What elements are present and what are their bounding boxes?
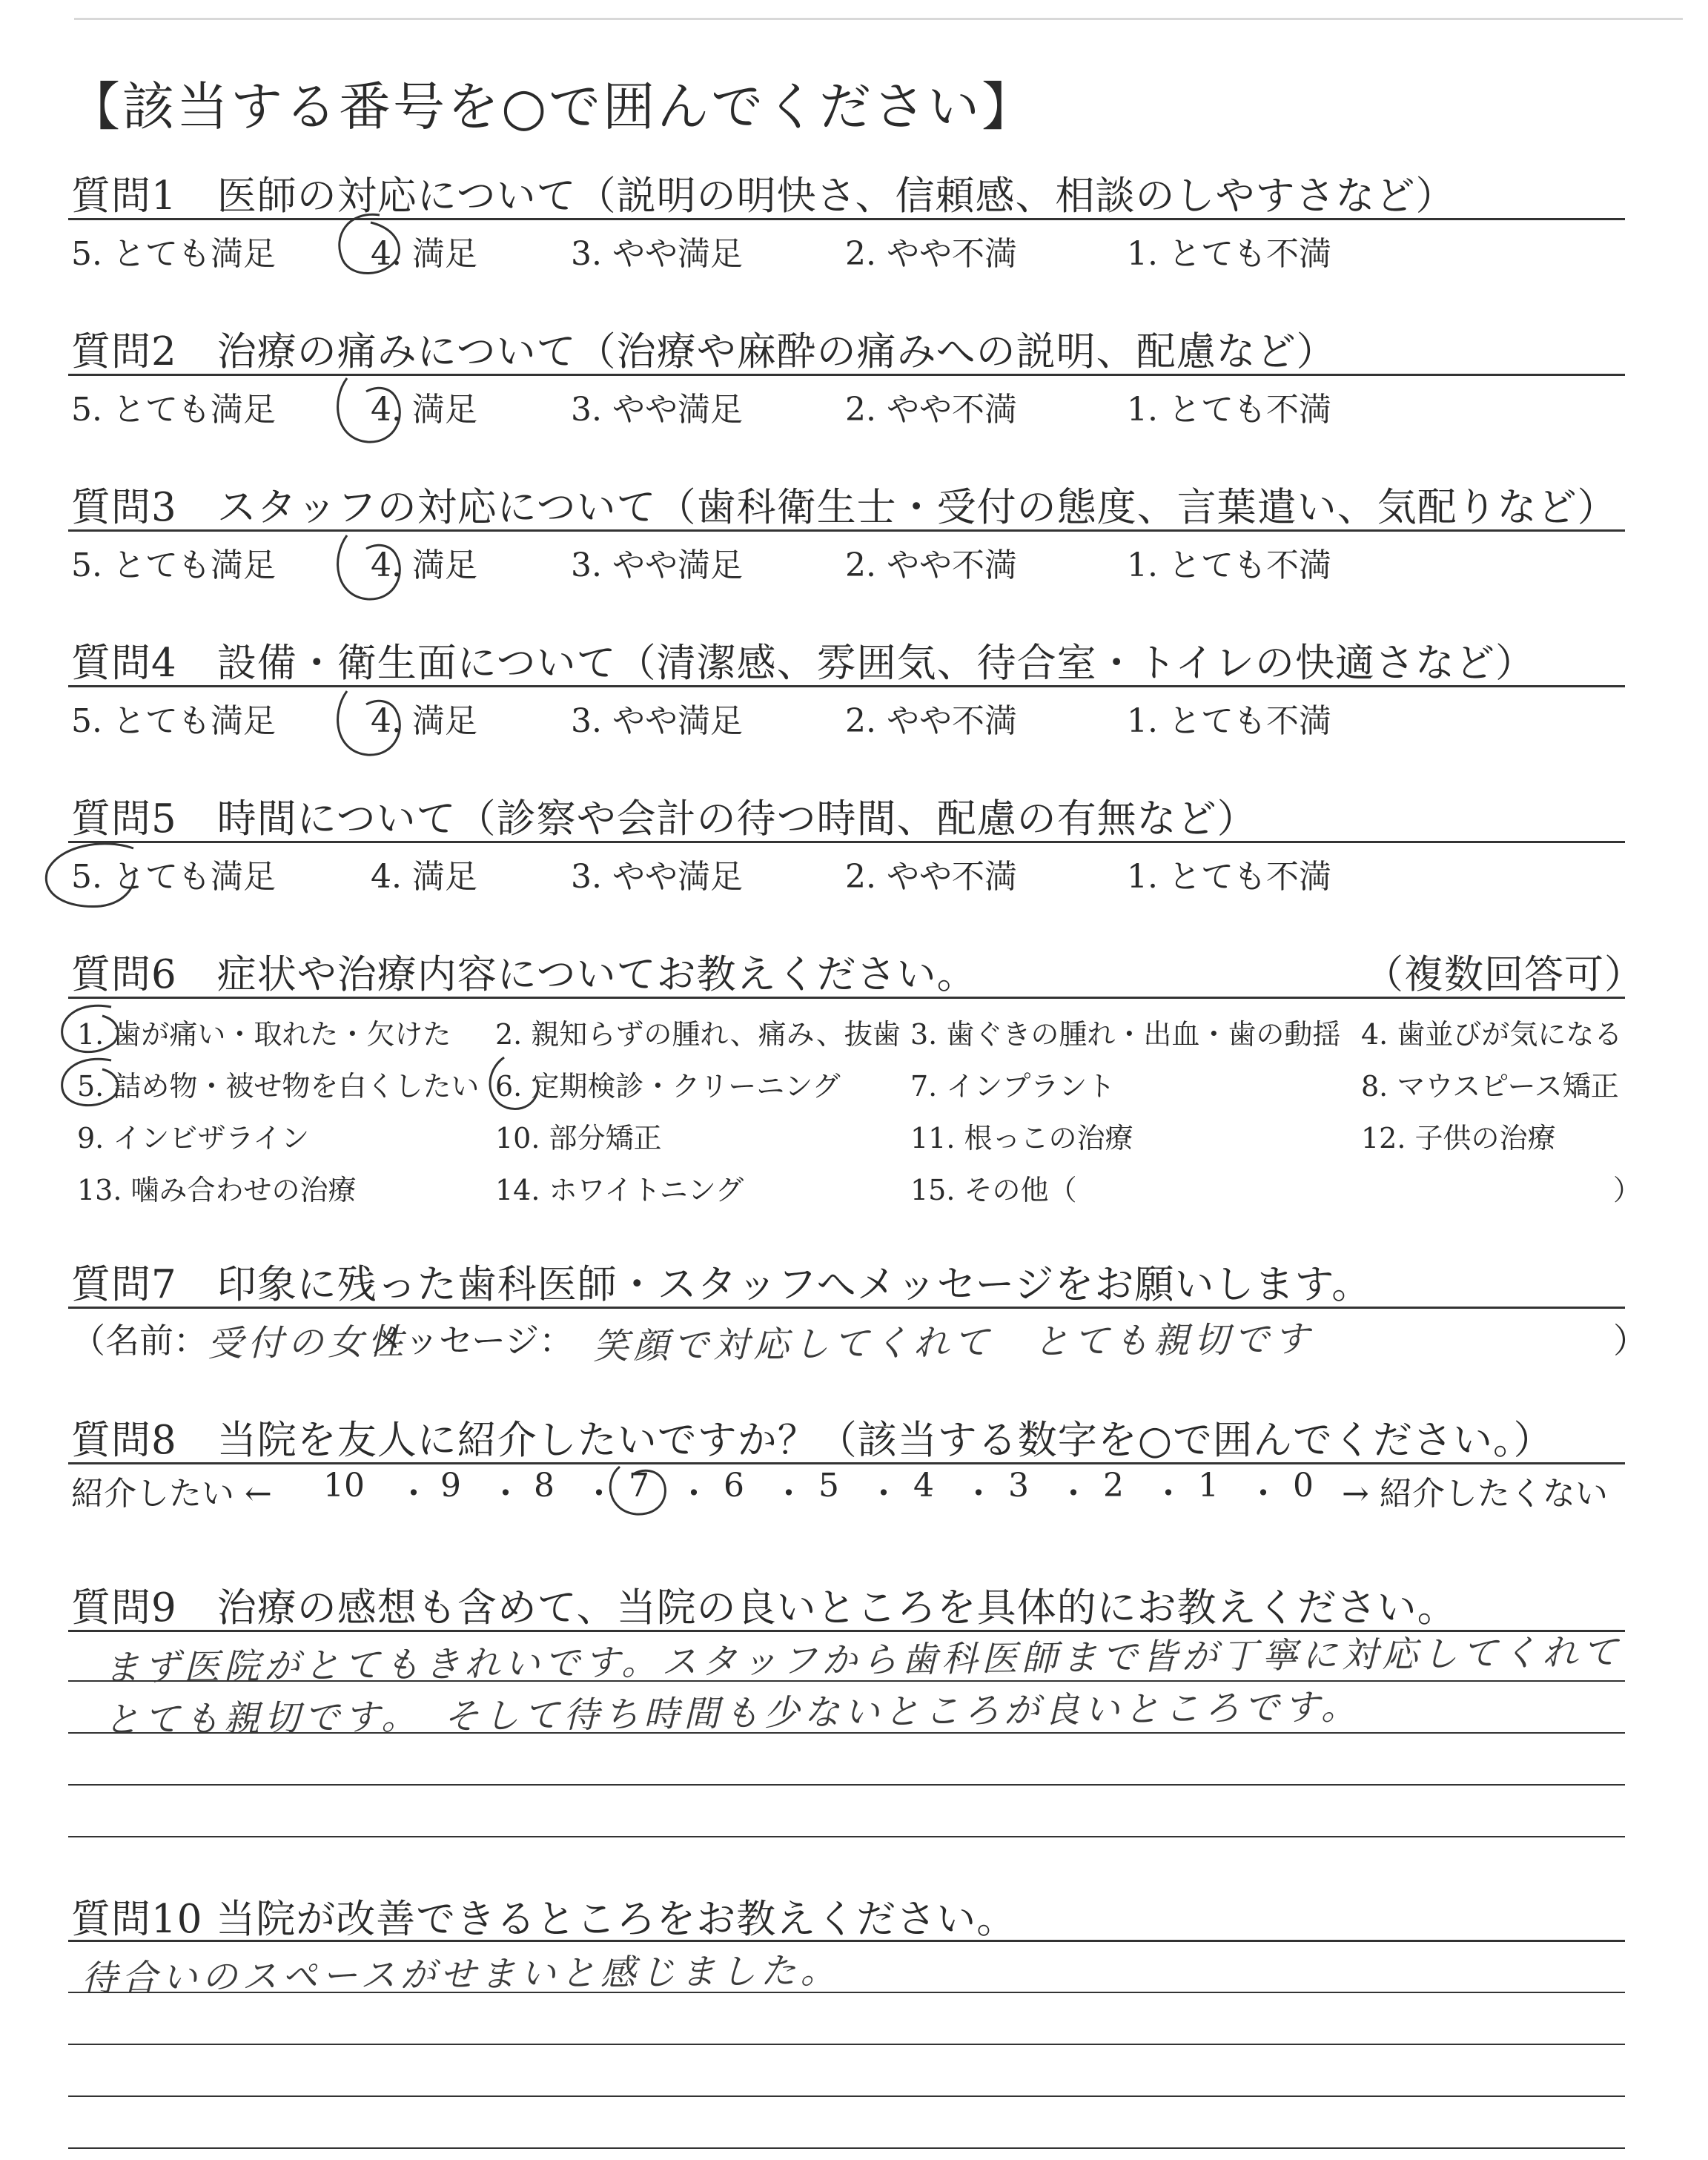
q9-answer-line-1[interactable]: まず医院がとてもきれいです。スタッフから歯科医師まで皆が丁寧に対応してくれて xyxy=(103,1631,1623,1689)
question-5-rule xyxy=(68,841,1625,843)
q9-writing-line xyxy=(68,1784,1625,1786)
q6-item-2[interactable]: 2. 親知らずの腫れ、痛み、抜歯 xyxy=(495,1018,901,1051)
q9-writing-line xyxy=(68,1680,1625,1682)
q8-value-3[interactable]: 3 xyxy=(1008,1467,1029,1505)
q6-item-13[interactable]: 13. 噛み合わせの治療 xyxy=(77,1174,357,1206)
q3-option-4[interactable]: 4. 満足 xyxy=(371,546,477,584)
question-9-label: 質問9 治療の感想も含めて、当院の良いところを具体的にお教えください。 xyxy=(71,1585,1457,1631)
q8-dot: ・ xyxy=(397,1475,430,1513)
q6-item-11[interactable]: 11. 根っこの治療 xyxy=(910,1122,1133,1155)
q7-name-prefix: （名前： xyxy=(71,1321,208,1361)
q6-item-12[interactable]: 12. 子供の治療 xyxy=(1361,1122,1556,1155)
question-6-label: 質問6 症状や治療内容についてお教えください。 xyxy=(71,952,977,997)
q7-close-paren: ） xyxy=(1613,1321,1647,1361)
q2-option-1[interactable]: 1. とても不満 xyxy=(1127,391,1331,429)
q6-item-3[interactable]: 3. 歯ぐきの腫れ・出血・歯の動揺 xyxy=(910,1018,1341,1051)
q6-item-1[interactable]: 1. 歯が痛い・取れた・欠けた xyxy=(77,1018,451,1051)
question-10-label: 質問10 当院が改善できるところをお教えください。 xyxy=(71,1897,1017,1942)
q8-dot: ・ xyxy=(962,1475,995,1513)
question-10-rule xyxy=(68,1940,1625,1942)
question-5-label: 質問5 時間について（診察や会計の待つ時間、配慮の有無など） xyxy=(71,796,1257,842)
q1-option-5[interactable]: 5. とても満足 xyxy=(71,235,276,273)
q8-dot: ・ xyxy=(583,1475,615,1513)
q6-item-4[interactable]: 4. 歯並びが気になる xyxy=(1361,1018,1623,1051)
q6-item-14[interactable]: 14. ホワイトニング xyxy=(495,1174,744,1206)
q6-item-7[interactable]: 7. インプラント xyxy=(910,1070,1116,1103)
q7-name-value[interactable]: 受付の女性 xyxy=(207,1321,408,1365)
q8-left-label: 紹介したい ← xyxy=(71,1475,272,1513)
q10-writing-line xyxy=(68,2095,1625,2097)
q8-dot: ・ xyxy=(1152,1475,1185,1513)
q6-item-5[interactable]: 5. 詰め物・被せ物を白くしたい xyxy=(77,1070,480,1103)
question-6-note: （複数回答可） xyxy=(1364,952,1644,997)
question-4-label: 質問4 設備・衛生面について（清潔感、雰囲気、待合室・トイレの快適さなど） xyxy=(71,641,1536,686)
q8-value-1[interactable]: 1 xyxy=(1198,1467,1219,1505)
q10-answer-line-1[interactable]: 待合いのスペースがせまいと感じました。 xyxy=(81,1949,841,2000)
top-border xyxy=(74,18,1683,20)
question-8-rule xyxy=(68,1462,1625,1464)
q4-option-4[interactable]: 4. 満足 xyxy=(371,702,477,740)
q1-option-4[interactable]: 4. 満足 xyxy=(371,235,477,273)
question-1-label: 質問1 医師の対応について（説明の明快さ、信頼感、相談のしやすさなど） xyxy=(71,174,1456,219)
q2-option-5[interactable]: 5. とても満足 xyxy=(71,391,276,429)
q8-dot: ・ xyxy=(1057,1475,1090,1513)
q3-option-1[interactable]: 1. とても不満 xyxy=(1127,546,1331,584)
q8-value-5[interactable]: 5 xyxy=(818,1467,839,1505)
q5-option-4[interactable]: 4. 満足 xyxy=(371,858,477,896)
q8-right-label: → 紹介したくない xyxy=(1342,1475,1608,1513)
q6-item-15[interactable]: 15. その他（ xyxy=(910,1174,1077,1206)
q9-answer-line-2[interactable]: とても親切です。 そして待ち時間も少ないところが良いところです。 xyxy=(103,1686,1362,1741)
q3-option-3[interactable]: 3. やや満足 xyxy=(571,546,743,584)
question-7-label: 質問7 印象に残った歯科医師・スタッフへメッセージをお願いします。 xyxy=(71,1262,1372,1307)
q3-option-2[interactable]: 2. やや不満 xyxy=(845,546,1017,584)
q8-value-10[interactable]: 10 xyxy=(323,1467,365,1505)
q1-option-2[interactable]: 2. やや不満 xyxy=(845,235,1017,273)
q8-dot: ・ xyxy=(678,1475,710,1513)
q1-option-1[interactable]: 1. とても不満 xyxy=(1127,235,1331,273)
q8-dot: ・ xyxy=(1247,1475,1280,1513)
page-title: 【該当する番号を○で囲んでください】 xyxy=(68,76,1036,137)
q10-writing-line xyxy=(68,1992,1625,1993)
q8-value-0[interactable]: 0 xyxy=(1293,1467,1314,1505)
q8-value-7[interactable]: 7 xyxy=(629,1467,649,1505)
question-8-label: 質問8 当院を友人に紹介したいですか？（該当する数字を○で囲んでください。） xyxy=(71,1418,1554,1463)
q5-option-2[interactable]: 2. やや不満 xyxy=(845,858,1017,896)
q8-dot: ・ xyxy=(772,1475,805,1513)
q6-item-15-close: ） xyxy=(1613,1174,1642,1206)
q8-value-9[interactable]: 9 xyxy=(440,1467,461,1505)
q6-item-8[interactable]: 8. マウスピース矯正 xyxy=(1361,1070,1619,1103)
q4-option-2[interactable]: 2. やや不満 xyxy=(845,702,1017,740)
q4-option-3[interactable]: 3. やや満足 xyxy=(571,702,743,740)
question-2-rule xyxy=(68,374,1625,376)
q8-value-8[interactable]: 8 xyxy=(534,1467,555,1505)
q10-writing-line xyxy=(68,2147,1625,2149)
q8-dot: ・ xyxy=(867,1475,900,1513)
question-3-rule xyxy=(68,529,1625,532)
q4-option-1[interactable]: 1. とても不満 xyxy=(1127,702,1331,740)
q6-item-6[interactable]: 6. 定期検診・クリーニング xyxy=(495,1070,841,1103)
question-4-rule xyxy=(68,685,1625,687)
q2-option-2[interactable]: 2. やや不満 xyxy=(845,391,1017,429)
q7-message-prefix: メッセージ： xyxy=(371,1321,574,1361)
q5-option-5[interactable]: 5. とても満足 xyxy=(71,858,276,896)
q4-option-5[interactable]: 5. とても満足 xyxy=(71,702,276,740)
question-1-rule xyxy=(68,218,1625,220)
question-7-rule xyxy=(68,1307,1625,1309)
q2-option-4[interactable]: 4. 満足 xyxy=(371,391,477,429)
q8-value-4[interactable]: 4 xyxy=(913,1467,934,1505)
q6-item-9[interactable]: 9. インビザライン xyxy=(77,1122,310,1155)
q8-value-6[interactable]: 6 xyxy=(724,1467,744,1505)
q9-writing-line xyxy=(68,1732,1625,1734)
q5-option-3[interactable]: 3. やや満足 xyxy=(571,858,743,896)
question-6-rule xyxy=(68,997,1625,999)
q2-option-3[interactable]: 3. やや満足 xyxy=(571,391,743,429)
q5-option-1[interactable]: 1. とても不満 xyxy=(1127,858,1331,896)
q9-writing-line xyxy=(68,1836,1625,1837)
q7-message-value[interactable]: 笑顔で対応してくれて とても親切です xyxy=(592,1318,1314,1368)
question-3-label: 質問3 スタッフの対応について（歯科衛生士・受付の態度、言葉遣い、気配りなど） xyxy=(71,485,1618,530)
q1-option-3[interactable]: 3. やや満足 xyxy=(571,235,743,273)
q8-dot: ・ xyxy=(489,1475,522,1513)
q3-option-5[interactable]: 5. とても満足 xyxy=(71,546,276,584)
q6-item-10[interactable]: 10. 部分矯正 xyxy=(495,1122,662,1155)
q8-value-2[interactable]: 2 xyxy=(1103,1467,1124,1505)
question-2-label: 質問2 治療の痛みについて（治療や麻酔の痛みへの説明、配慮など） xyxy=(71,329,1337,374)
q10-writing-line xyxy=(68,2044,1625,2045)
